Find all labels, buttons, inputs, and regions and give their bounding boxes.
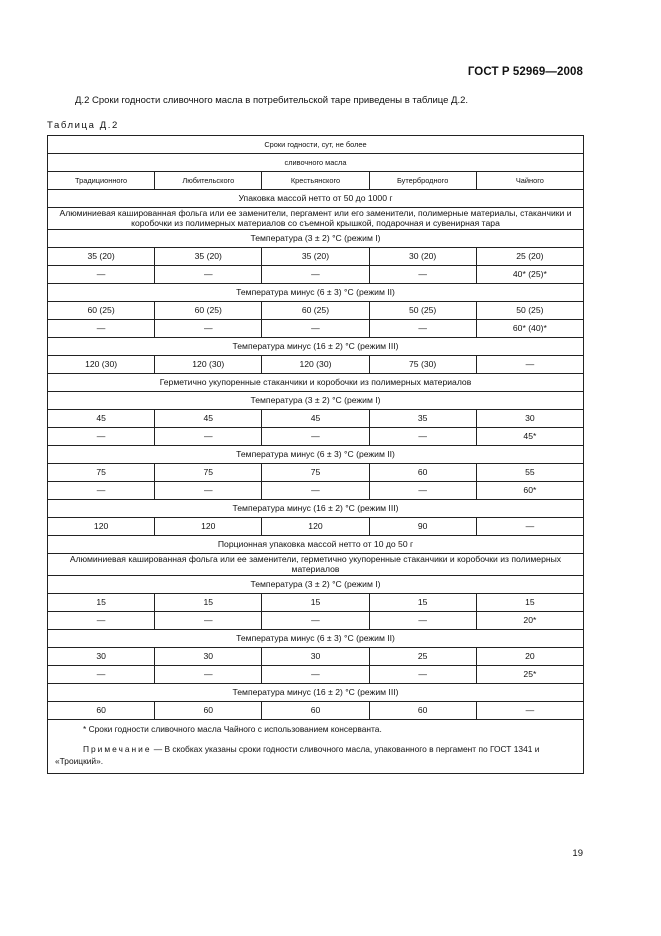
value-row	[48, 247, 584, 265]
value-cell: 20*	[476, 611, 583, 629]
mode-row	[48, 683, 584, 701]
material-description: Алюминиевая кашированная фольга или ее заменители, пергамент или его заменители, полимерные материалы, стаканчики и коробочки из полимерных материалов со съемной крышкой, подарочная и сувенирная тара	[48, 208, 584, 230]
value-cell: 60	[155, 701, 262, 719]
value-cell: 60	[262, 701, 369, 719]
mode-row	[48, 337, 584, 355]
value-cell: 75	[262, 463, 369, 481]
value-cell: —	[262, 481, 369, 499]
temperature-mode-heading: Температура минус (6 ± 3) °С (режим II)	[48, 629, 584, 647]
temperature-mode-heading: Температура минус (16 ± 2) °С (режим III)	[48, 499, 584, 517]
value-cell: —	[48, 427, 155, 445]
value-cell: —	[48, 665, 155, 683]
temperature-mode-heading: Температура минус (16 ± 2) °С (режим III)	[48, 683, 584, 701]
header-subtitle: сливочного масла	[48, 154, 584, 172]
package-heading: Герметично укупоренные стаканчики и коробочки из полимерных материалов	[48, 373, 584, 391]
value-row	[48, 647, 584, 665]
header-row	[48, 136, 584, 154]
value-row	[48, 463, 584, 481]
value-cell: —	[155, 611, 262, 629]
value-cell: 120	[48, 517, 155, 535]
value-cell: —	[476, 701, 583, 719]
value-cell: 30	[155, 647, 262, 665]
value-row	[48, 481, 584, 499]
document-code: ГОСТ Р 52969—2008	[467, 66, 583, 78]
package-heading: Порционная упаковка массой нетто от 10 до 50 г	[48, 535, 584, 553]
mode-row	[48, 283, 584, 301]
value-cell: 15	[369, 593, 476, 611]
value-cell: 60 (25)	[48, 301, 155, 319]
package-row	[48, 373, 584, 391]
value-cell: 50 (25)	[476, 301, 583, 319]
value-cell: —	[369, 265, 476, 283]
value-cell: 25*	[476, 665, 583, 683]
value-cell: 35 (20)	[262, 247, 369, 265]
mode-row	[48, 445, 584, 463]
value-cell: 120	[262, 517, 369, 535]
value-cell: 45	[155, 409, 262, 427]
value-cell: 45	[48, 409, 155, 427]
value-cell: —	[155, 665, 262, 683]
column-header-row	[48, 172, 584, 190]
package-row	[48, 190, 584, 208]
footnote: * Сроки годности сливочного масла Чайного с использованием консерванта.	[83, 723, 382, 734]
value-cell: 20	[476, 647, 583, 665]
table-caption: Таблица Д.2	[47, 120, 119, 131]
value-cell: 15	[476, 593, 583, 611]
temperature-mode-heading: Температура минус (16 ± 2) °С (режим III)	[48, 337, 584, 355]
value-cell: 55	[476, 463, 583, 481]
mode-row	[48, 575, 584, 593]
value-cell: 30	[262, 647, 369, 665]
value-cell: —	[369, 665, 476, 683]
value-cell: —	[155, 427, 262, 445]
value-cell: —	[155, 319, 262, 337]
value-cell: 35	[369, 409, 476, 427]
value-cell: 75 (30)	[369, 355, 476, 373]
column-header: Традиционного	[48, 172, 155, 190]
temperature-mode-heading: Температура минус (6 ± 3) °С (режим II)	[48, 283, 584, 301]
intro-paragraph: Д.2 Сроки годности сливочного масла в потребительской таре приведены в таблице Д.2.	[75, 95, 469, 106]
value-cell: —	[155, 265, 262, 283]
value-cell: 30 (20)	[369, 247, 476, 265]
material-description: Алюминиевая кашированная фольга или ее заменители, герметично укупоренные стаканчики и коробочки из полимерных материалов	[48, 553, 584, 575]
value-cell: 75	[155, 463, 262, 481]
value-cell: 25 (20)	[476, 247, 583, 265]
value-row	[48, 593, 584, 611]
value-row	[48, 517, 584, 535]
table-body	[48, 136, 584, 774]
value-cell: —	[48, 611, 155, 629]
temperature-mode-heading: Температура (3 ± 2) °С (режим I)	[48, 229, 584, 247]
note-label: Примечание	[83, 744, 152, 755]
value-cell: 45	[262, 409, 369, 427]
column-header: Любительского	[155, 172, 262, 190]
value-cell: 60* (40)*	[476, 319, 583, 337]
value-cell: —	[48, 481, 155, 499]
note-text: — В скобках указаны сроки годности сливочного масла, упакованного в пергамент по ГОСТ 1341 и «Троицкий».	[55, 744, 540, 766]
value-cell: —	[369, 611, 476, 629]
value-cell: —	[48, 319, 155, 337]
value-cell: 90	[369, 517, 476, 535]
material-row	[48, 208, 584, 230]
value-row	[48, 701, 584, 719]
value-cell: 35 (20)	[48, 247, 155, 265]
value-row	[48, 427, 584, 445]
value-cell: 120 (30)	[262, 355, 369, 373]
value-cell: —	[155, 481, 262, 499]
value-row	[48, 409, 584, 427]
mode-row	[48, 629, 584, 647]
value-cell: 60	[48, 701, 155, 719]
value-cell: 120 (30)	[48, 355, 155, 373]
column-header: Крестьянского	[262, 172, 369, 190]
mode-row	[48, 499, 584, 517]
temperature-mode-heading: Температура (3 ± 2) °С (режим I)	[48, 391, 584, 409]
value-cell: 15	[48, 593, 155, 611]
value-row	[48, 301, 584, 319]
mode-row	[48, 391, 584, 409]
value-cell: —	[369, 319, 476, 337]
value-cell: 45*	[476, 427, 583, 445]
note	[55, 744, 576, 767]
column-header: Бутербродного	[369, 172, 476, 190]
value-cell: —	[262, 427, 369, 445]
package-heading: Упаковка массой нетто от 50 до 1000 г	[48, 190, 584, 208]
temperature-mode-heading: Температура (3 ± 2) °С (режим I)	[48, 575, 584, 593]
header-row	[48, 154, 584, 172]
value-cell: 60	[369, 701, 476, 719]
value-cell: 60 (25)	[262, 301, 369, 319]
mode-row	[48, 229, 584, 247]
value-cell: —	[262, 265, 369, 283]
value-cell: 35 (20)	[155, 247, 262, 265]
value-cell: —	[369, 481, 476, 499]
value-cell: 75	[48, 463, 155, 481]
value-cell: —	[48, 265, 155, 283]
value-row	[48, 355, 584, 373]
value-cell: 60*	[476, 481, 583, 499]
value-cell: —	[476, 517, 583, 535]
value-cell: —	[476, 355, 583, 373]
value-cell: 120 (30)	[155, 355, 262, 373]
value-cell: 30	[476, 409, 583, 427]
table-notes	[48, 719, 584, 773]
value-cell: 15	[155, 593, 262, 611]
footnote-row	[48, 719, 584, 773]
value-cell: —	[262, 319, 369, 337]
shelf-life-table	[47, 135, 584, 774]
package-row	[48, 535, 584, 553]
value-cell: 30	[48, 647, 155, 665]
column-header: Чайного	[476, 172, 583, 190]
value-row	[48, 665, 584, 683]
value-row	[48, 265, 584, 283]
value-row	[48, 319, 584, 337]
value-cell: 60 (25)	[155, 301, 262, 319]
material-row	[48, 553, 584, 575]
temperature-mode-heading: Температура минус (6 ± 3) °С (режим II)	[48, 445, 584, 463]
value-cell: 120	[155, 517, 262, 535]
value-cell: 15	[262, 593, 369, 611]
value-cell: 40* (25)*	[476, 265, 583, 283]
value-cell: —	[262, 665, 369, 683]
value-cell: —	[262, 611, 369, 629]
page-number: 19	[572, 848, 583, 859]
header-title: Сроки годности, сут, не более	[48, 136, 584, 154]
value-cell: —	[369, 427, 476, 445]
value-cell: 25	[369, 647, 476, 665]
value-cell: 60	[369, 463, 476, 481]
value-cell: 50 (25)	[369, 301, 476, 319]
value-row	[48, 611, 584, 629]
